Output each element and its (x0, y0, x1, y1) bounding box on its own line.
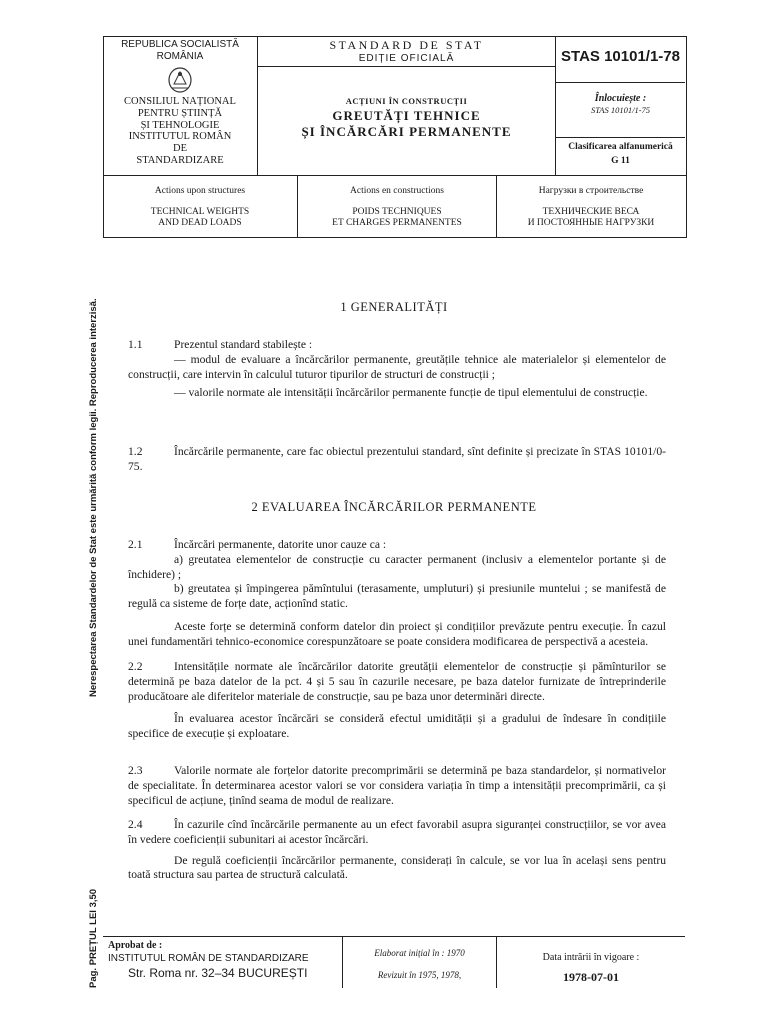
ru-title (497, 207, 685, 229)
council-line: STANDARDIZARE (136, 154, 224, 166)
fr-title-line: ET CHARGES PERMANENTES (332, 218, 462, 228)
coat-of-arms-icon (166, 66, 194, 94)
footer-divider-1 (342, 936, 343, 988)
title-underline (258, 66, 555, 67)
header-divider-4 (555, 137, 685, 138)
edition-label: EDIȚIE OFICIALĂ (358, 53, 455, 64)
paragraph-1-2 (128, 445, 666, 475)
price-note: Pag. PREȚUL LEI 3,50 (88, 888, 99, 988)
en-category: Actions upon structures (154, 186, 246, 196)
council-line: INSTITUTUL ROMÂN (128, 131, 232, 143)
council-line: ȘI TEHNOLOGIE (140, 119, 220, 131)
category-label: ACȚIUNI ÎN CONSTRUCȚII (345, 96, 468, 106)
paragraph-number: 2.3 (128, 764, 143, 777)
main-title-2: ȘI ÎNCĂRCĂRI PERMANENTE (301, 124, 512, 139)
paragraph-number: 1.2 (128, 445, 143, 458)
en-title-line: TECHNICAL WEIGHTS (150, 207, 250, 217)
paragraph-text: — valorile normate ale intensității încărcărilor permanente funcție de tipul elementului de construcție. (174, 386, 648, 400)
country-line2: ROMÂNIA (156, 51, 204, 62)
copyright-notice: Nerespectarea Standardelor de Stat este urmărită conform legii. Reproducerea interzisă. (88, 298, 99, 697)
paragraph-2-1 (128, 538, 666, 650)
paragraph-2-4 (128, 818, 666, 883)
paragraph-text: În cazurile cînd încărcările permanente au un efect favorabil asupra siguranței construcțiilor, se vor avea în vedere coeficienții subunitari ai acestor încărcări. (128, 818, 666, 846)
replaces-value: STAS 10101/1-75 (590, 105, 651, 115)
en-title (103, 207, 297, 229)
ru-title-line: ТЕХНИЧЕСКИЕ ВЕСА (542, 207, 640, 217)
header-divider-3 (555, 82, 685, 83)
paragraph-text: b) greutatea și împingerea pămîntului (terasamente, umpluturi) și presiunile muntelui ; se manifestă de regulă ca sisteme de forțe date, acționînd static. (128, 582, 666, 611)
classification-value: G 11 (611, 156, 630, 166)
country-line1: REPUBLICA SOCIALISTĂ (121, 39, 239, 50)
footer-rule (103, 936, 685, 937)
approved-label: Aprobat de : (108, 940, 163, 951)
paragraph-number: 2.2 (128, 660, 143, 673)
paragraph-text: Încărcările permanente, care fac obiectul prezentului standard, sînt definite și precizate în STAS 10101/0-75. (128, 445, 666, 473)
en-title-line: AND DEAD LOADS (158, 218, 242, 228)
paragraph-2-2 (128, 660, 666, 742)
paragraph-text: a) greutatea elementelor de construcție cu caracter permanent (inclusiv a elementelor portante și de închidere) ; (128, 552, 666, 581)
fr-category: Actions en constructions (350, 186, 444, 196)
elaborated-info: Elaborat inițial în : 1970 (374, 948, 465, 958)
paragraph-1-1 (128, 338, 666, 401)
paragraph-2-3 (128, 764, 666, 808)
main-title-1: GREUTĂȚI TEHNICE (332, 108, 481, 123)
approved-by: INSTITUTUL ROMÂN DE STANDARDIZARE (108, 953, 309, 964)
fr-title-line: POIDS TECHNIQUES (352, 207, 442, 217)
council-line: CONSILIUL NAȚIONAL (124, 96, 236, 107)
paragraph-number: 1.1 (128, 338, 143, 351)
section1-heading: 1 GENERALITĂȚI (340, 300, 448, 314)
entry-date: 1978-07-01 (563, 970, 619, 984)
ru-category: Нагрузки в строительстве (538, 186, 644, 196)
country-block (103, 39, 257, 63)
classification-label: Clasificarea alfanumerică (568, 142, 673, 152)
paragraph-text: Aceste forțe se determină conform datelor din proiect și condițiilor prevăzute pentru execuție. În cazul unei fundamentări tehnico-economice corespunzătoare se poate considera modificarea de perspectivă a acesteia. (128, 619, 666, 648)
paragraph-number: 2.4 (128, 818, 143, 831)
section2-heading: 2 EVALUAREA ÎNCĂRCĂRILOR PERMANENTE (251, 500, 537, 514)
paragraph-text: Intensitățile normate ale încărcărilor datorite greutății elementelor de construcție și pămînturilor se determină pe baza datelor de la pct. 4 și 5 sau în cazurile necesare, pe baza datelor furnizate de întreprinderile producătoare ale diferitelor materiale de construcție, sau pe baza unor determinări directe. (128, 660, 666, 703)
paragraph-text: Valorile normate ale forțelor datorite precomprimării se determină pe baza standardelor, și normativelor de specialitate. În determinarea acestor valori se vor considera variația în timp a intensității precomprimării, ca și specificul de acțiune, ținînd seama de modul de realizare. (128, 764, 666, 807)
council-line: PENTRU ȘTIINȚĂ (137, 107, 223, 119)
paragraph-text: Încărcări permanente, datorite unor cauze ca : (174, 538, 387, 551)
paragraph-text: De regulă coeficienții încărcărilor permanente, considerați în calcule, se vor lua în același sens pentru toată structura sau partea de structură calculată. (128, 853, 666, 882)
stas-number: STAS 10101/1-78 (561, 48, 680, 65)
fr-title (298, 207, 496, 229)
address: Str. Roma nr. 32–34 BUCUREȘTI (128, 966, 308, 980)
revised-info: Revizuit în 1975, 1978, (377, 970, 462, 980)
paragraph-text: Prezentul standard stabilește : (174, 338, 313, 351)
paragraph-text: În evaluarea acestor încărcări se consideră efectul umidității și a gradului de îndesare în condițiile specifice de execuție și exploatare. (128, 712, 666, 741)
ru-title-line: И ПОСТОЯННЫЕ НАГРУЗКИ (527, 218, 655, 228)
council-block (103, 96, 257, 167)
standard-title: STANDARD DE STAT (329, 38, 484, 52)
paragraph-text: — modul de evaluare a încărcărilor permanente, greutățile tehnice ale materialelor și elementelor de construcții, care intervin în calculul tuturor tipurilor de structuri de construcții ; (128, 352, 666, 381)
entry-label: Data intrării în vigoare : (542, 952, 640, 963)
replaces-label: Înlocuiește : (594, 93, 647, 104)
paragraph-number: 2.1 (128, 538, 143, 551)
council-line: DE (173, 143, 187, 155)
